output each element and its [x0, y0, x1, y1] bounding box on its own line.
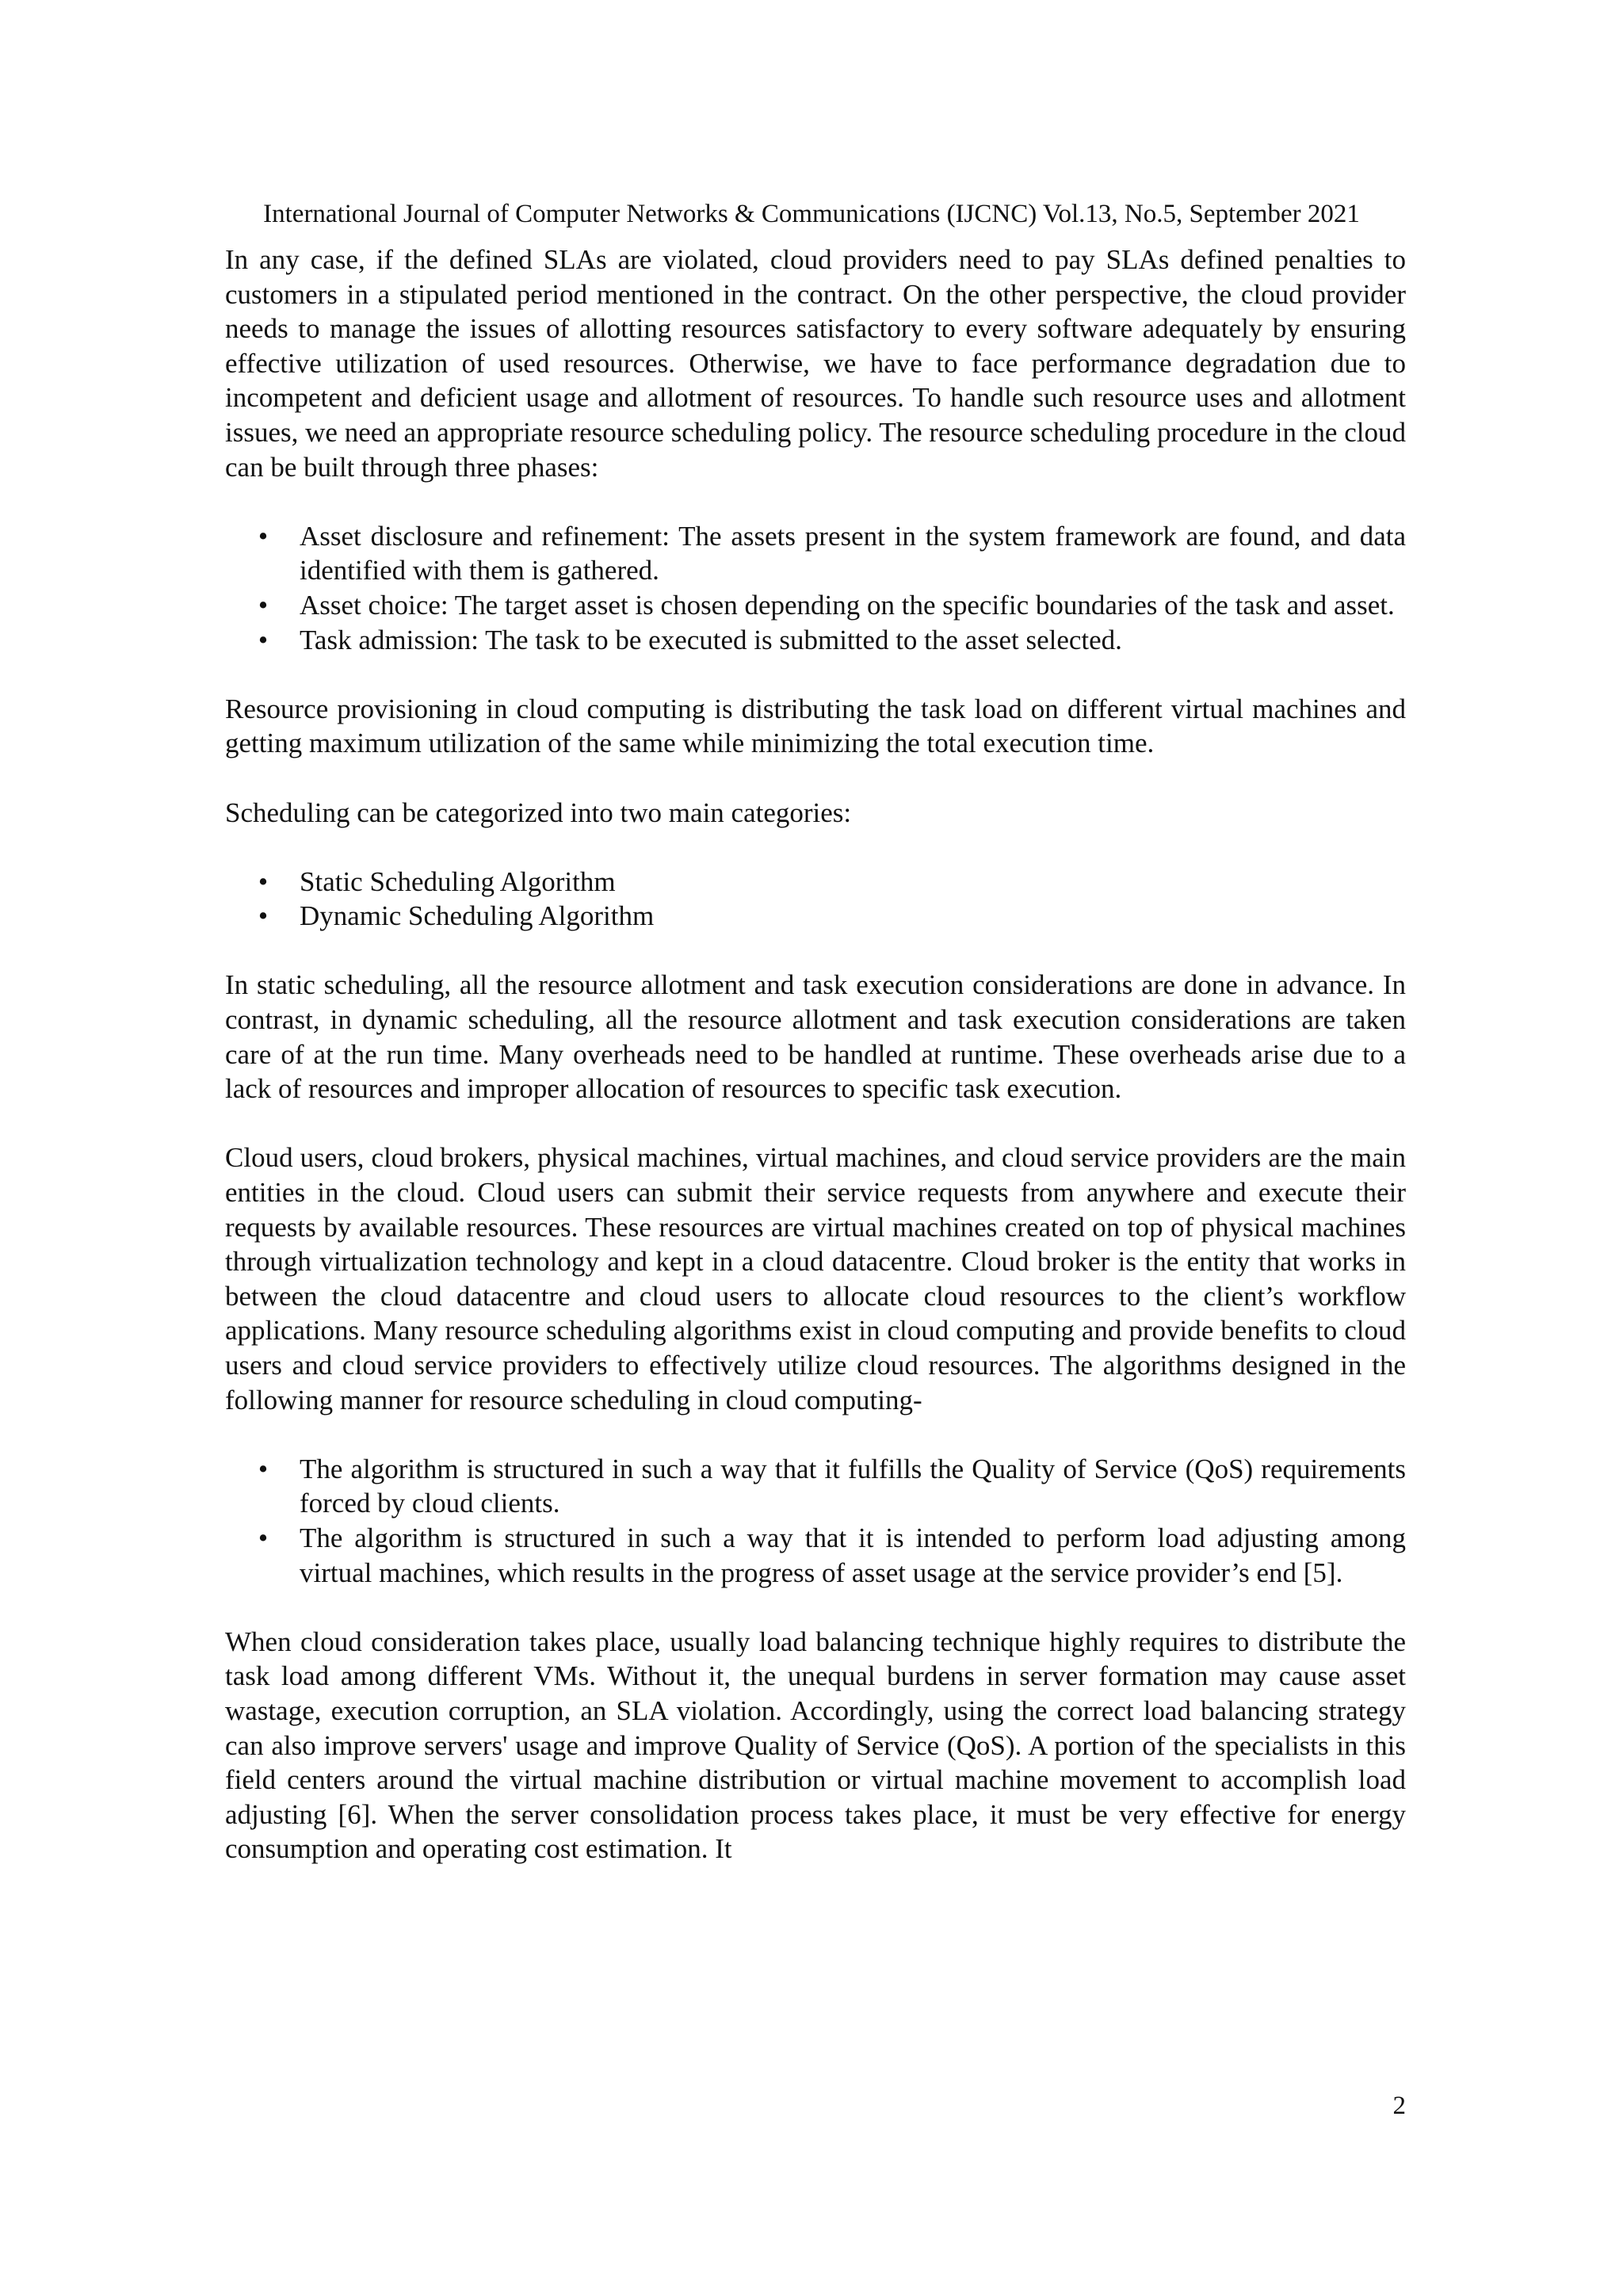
scheduling-categories-list [225, 865, 1406, 934]
list-item [258, 1521, 1406, 1590]
list-item [258, 623, 1406, 658]
bullet-icon: • [258, 865, 269, 897]
paragraph-resource-provisioning: Resource provisioning in cloud computing is distributing the task load on different virtual machines and getting maximum utilization of the same while minimizing the total execution time. [225, 693, 1406, 759]
bullet-icon: • [258, 900, 269, 932]
paragraph-scheduling-categories: Scheduling can be categorized into two main categories: [225, 797, 852, 828]
list-item [258, 1452, 1406, 1521]
list-item-text: The algorithm is structured in such a way that it is intended to perform load adjusting among virtual machines, which results in the progress of asset usage at the service provider’s end [5]. [300, 1522, 1406, 1588]
list-item [258, 899, 1406, 934]
list-item-text: The algorithm is structured in such a way that it fulfills the Quality of Service (QoS) requirements forced by cloud clients. [300, 1453, 1406, 1519]
bullet-icon: • [258, 1453, 269, 1484]
bullet-icon: • [258, 589, 269, 621]
page-number: 2 [1392, 2092, 1406, 2120]
bullet-icon: • [258, 520, 269, 552]
bullet-icon: • [258, 624, 269, 655]
scheduling-phases-list [225, 519, 1406, 657]
list-item-text: Dynamic Scheduling Algorithm [300, 900, 655, 932]
list-item-text: Asset disclosure and refinement: The assets present in the system framework are found, and data identified with them is gathered. [300, 520, 1406, 586]
running-header: International Journal of Computer Networks & Communications (IJCNC) Vol.13, No.5, September 2021 [263, 200, 1360, 228]
list-item-text: Static Scheduling Algorithm [300, 865, 616, 897]
list-item [258, 865, 1406, 900]
bullet-icon: • [258, 1522, 269, 1553]
paragraph-load-balancing: When cloud consideration takes place, usually load balancing technique highly requires to distribute the task load among different VMs. Without it, the unequal burdens in server formation may cause asset wastage, execution corruption, an SLA violation. Accordingly, using the correct load balancing strategy can also improve servers' usage and improve Quality of Service (QoS). A portion of the specialists in this field centers around the virtual machine distribution or virtual machine movement to accomplish load adjusting [6]. When the server consolidation process takes place, it must be very effective for energy consumption and operating cost estimation. It [225, 1626, 1406, 1865]
paragraph-cloud-entities: Cloud users, cloud brokers, physical machines, virtual machines, and cloud service providers are the main entities in the cloud. Cloud users can submit their service requests from anywhere and execute their requests by available resources. These resources are virtual machines created on top of physical machines through virtualization technology and kept in a cloud datacentre. Cloud broker is the entity that works in between the cloud datacentre and cloud users to allocate cloud resources to the client’s workflow applications. Many resource scheduling algorithms exist in cloud computing and provide benefits to cloud users and cloud service providers to effectively utilize cloud resources. The algorithms designed in the following manner for resource scheduling in cloud computing- [225, 1142, 1406, 1415]
body-text [225, 243, 1406, 1901]
paragraph-sla-penalties: In any case, if the defined SLAs are violated, cloud providers need to pay SLAs defined penalties to customers in a stipulated period mentioned in the contract. On the other perspective, the cloud provider needs to manage the issues of allotting resources satisfactory to every software adequately by ensuring effective utilization of used resources. Otherwise, we have to face performance degradation due to incompetent and deficient usage and allotment of resources. To handle such resource uses and allotment issues, we need an appropriate resource scheduling policy. The resource scheduling procedure in the cloud can be built through three phases: [225, 244, 1406, 483]
list-item-text: Task admission: The task to be executed is submitted to the asset selected. [300, 624, 1122, 655]
algorithm-design-list [225, 1452, 1406, 1590]
list-item [258, 588, 1406, 623]
paragraph-static-dynamic: In static scheduling, all the resource allotment and task execution considerations are done in advance. In contrast, in dynamic scheduling, all the resource allotment and task execution considerations are taken care of at the run time. Many overheads need to be handled at runtime. These overheads arise due to a lack of resources and improper allocation of resources to specific task execution. [225, 969, 1406, 1105]
list-item [258, 519, 1406, 588]
list-item-text: Asset choice: The target asset is chosen depending on the specific boundaries of the task and asset. [300, 589, 1395, 621]
